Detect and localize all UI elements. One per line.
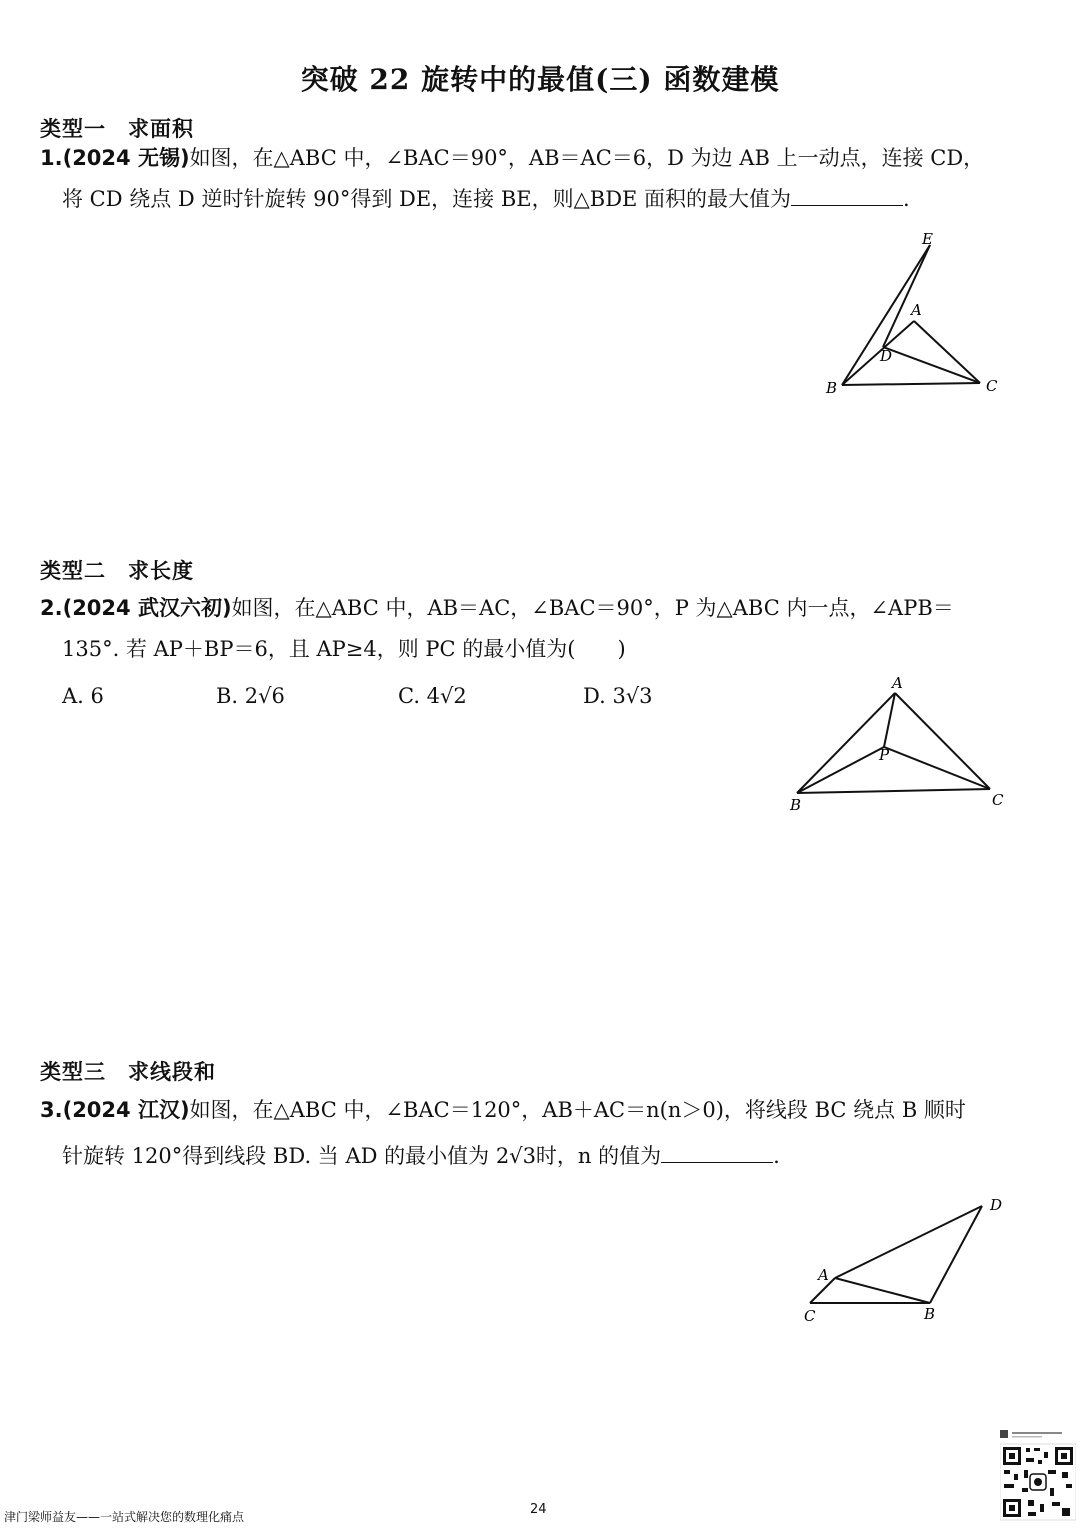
q2-segment-BC <box>797 789 990 793</box>
q2-label-C: C <box>992 791 1004 809</box>
q2-choice-b[interactable]: B. 2√6 <box>216 684 285 708</box>
page-title: 突破 22 旋转中的最值(三) 函数建模 <box>300 63 780 96</box>
section-type: 类型一 <box>40 117 106 141</box>
q1-line-2 <box>62 184 910 214</box>
q1-label-C: C <box>986 377 998 395</box>
q3-segment-DB <box>930 1206 982 1303</box>
q2-line-2 <box>62 634 626 664</box>
q1-answer-blank[interactable] <box>791 201 903 206</box>
q2-segment-BP <box>797 747 884 793</box>
q3-text-2: 针旋转 120°得到线段 BD. 当 AD 的最小值为 2√3时，n 的值为 <box>62 1144 662 1168</box>
section-name: 求长度 <box>128 559 194 583</box>
q3-end: . <box>773 1144 780 1168</box>
q1-segment-AC <box>914 321 980 383</box>
q1-source: (2024 无锡) <box>62 146 190 170</box>
q3-figure <box>790 1190 1020 1330</box>
q2-segment-AC <box>895 693 990 789</box>
q1-figure <box>820 225 1020 400</box>
q3-line-1 <box>40 1095 966 1125</box>
q2-choice-a[interactable]: A. 6 <box>62 684 104 708</box>
q3-source: (2024 江汉) <box>62 1098 190 1122</box>
q2-label-B: B <box>790 796 802 814</box>
section-heading-1 <box>40 113 194 143</box>
q1-label-E: E <box>922 230 933 248</box>
q3-answer-blank[interactable] <box>661 1158 773 1163</box>
q3-line-2 <box>62 1141 780 1171</box>
q3-label-C: C <box>804 1307 816 1325</box>
q3-label-D: D <box>990 1196 1003 1214</box>
q2-text-2: 135°. 若 AP＋BP＝6，且 AP≥4，则 PC 的最小值为( ) <box>62 637 626 661</box>
section-type: 类型二 <box>40 559 106 583</box>
section-heading-3 <box>40 1056 216 1086</box>
section-name: 求线段和 <box>128 1060 216 1084</box>
q2-label-P: P <box>879 746 890 764</box>
q1-label-B: B <box>826 379 838 397</box>
q1-label-A: A <box>911 301 922 319</box>
footer-promo-text: 津门梁师益友——一站式解决您的数理化痛点 <box>4 1510 245 1524</box>
q3-label-B: B <box>924 1305 936 1323</box>
q3-text-1: 如图，在△ABC 中，∠BAC＝120°，AB＋AC＝n(n＞0)，将线段 BC 绕点 B 顺时 <box>189 1098 966 1122</box>
section-type: 类型三 <box>40 1060 106 1084</box>
section-name: 求面积 <box>128 117 194 141</box>
section-heading-2 <box>40 555 194 585</box>
q2-segment-AP <box>884 693 895 747</box>
q3-number: 3. <box>40 1098 63 1122</box>
q1-segment-DC <box>883 347 980 383</box>
q2-segment-PC <box>884 747 990 789</box>
q2-source: (2024 武汉六初) <box>62 596 232 620</box>
q2-segment-BA <box>797 693 895 793</box>
q2-figure <box>780 670 1020 820</box>
q1-segment-BC <box>842 383 980 385</box>
q1-segment-BA <box>842 321 914 385</box>
q1-end: . <box>903 187 910 211</box>
q1-line-1 <box>40 143 984 173</box>
q1-label-D: D <box>880 347 893 365</box>
q3-segment-AB <box>835 1278 930 1303</box>
q2-label-A: A <box>892 674 903 692</box>
q2-line-1 <box>40 593 954 623</box>
qr-code-icon <box>1000 1430 1076 1522</box>
q1-text-2: 将 CD 绕点 D 逆时针旋转 90°得到 DE，连接 BE，则△BDE 面积的最大值为 <box>62 187 792 211</box>
q2-choice-c[interactable]: C. 4√2 <box>398 684 467 708</box>
q3-segment-AD <box>835 1206 982 1278</box>
q1-text-1: 如图，在△ABC 中，∠BAC＝90°，AB＝AC＝6，D 为边 AB 上一动点，连接 CD， <box>189 146 985 170</box>
q1-number: 1. <box>40 146 63 170</box>
page-number: 24 <box>530 1502 547 1517</box>
q3-label-A: A <box>818 1266 829 1284</box>
q2-number: 2. <box>40 596 63 620</box>
q2-text-1: 如图，在△ABC 中，AB＝AC，∠BAC＝90°，P 为△ABC 内一点，∠APB＝ <box>231 596 954 620</box>
q1-segment-ED <box>883 245 930 347</box>
q2-choice-d[interactable]: D. 3√3 <box>583 684 653 708</box>
